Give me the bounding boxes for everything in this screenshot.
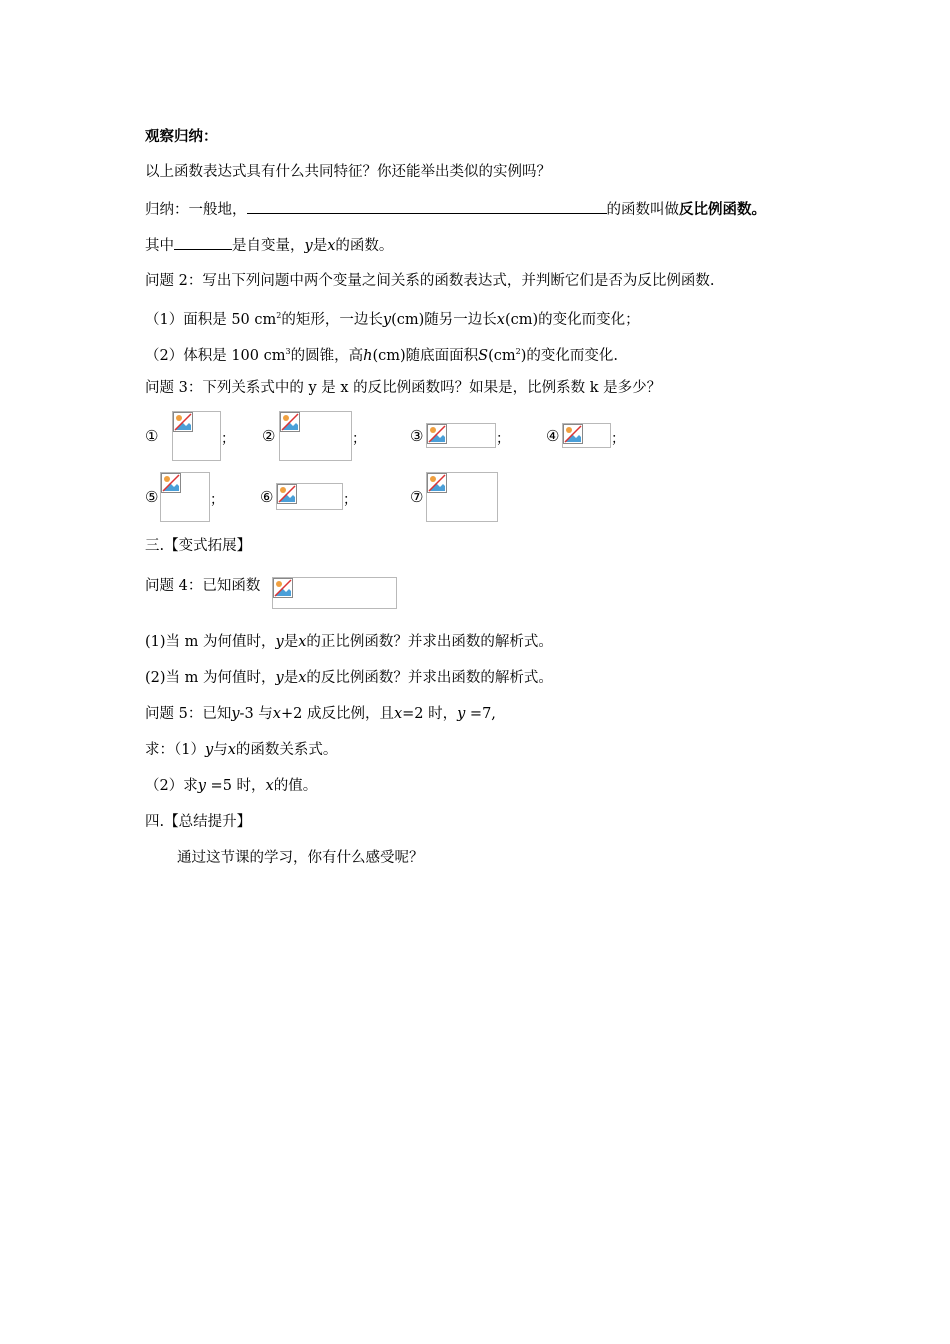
semicolon: ； xyxy=(221,431,235,447)
semicolon: ； xyxy=(343,492,357,508)
semicolon: ； xyxy=(352,431,366,447)
question-4: 问题 4：已知函数 xyxy=(145,578,261,594)
induction-line: 归纳：一般地， 的函数叫做反比例函数。 xyxy=(145,199,766,220)
formula-image-2 xyxy=(279,411,352,461)
question-4-part-2: (2)当 m 为何值时，y是x的反比例函数？并求出函数的解析式。 xyxy=(145,670,553,686)
question-2: 问题 2：写出下列问题中两个变量之间关系的函数表达式，并判断它们是否为反比例函数. xyxy=(145,273,715,289)
formula-image-3 xyxy=(426,423,496,448)
mark-2: ② xyxy=(262,427,276,445)
formula-image-5 xyxy=(160,472,210,522)
broken-image-icon xyxy=(280,412,300,432)
formula-image-q4 xyxy=(272,577,397,609)
heading-observe: 观察归纳： xyxy=(145,129,218,145)
question-5: 问题 5：已知y-3 与x+2 成反比例，且x=2 时，y =7, xyxy=(145,706,496,722)
question-2-part-2: （2）体积是 100 $cm^3$的圆锥，高h(cm)随底面面积$S(cm^2)$的变化而变化. xyxy=(145,347,618,364)
mark-3: ③ xyxy=(410,427,424,445)
question-5-part-1: 求：（1）y与x的函数关系式。 xyxy=(145,742,338,758)
broken-image-icon xyxy=(563,424,583,444)
question-4-part-1: (1)当 m 为何值时，y是x的正比例函数？并求出函数的解析式。 xyxy=(145,634,553,650)
mark-4: ④ xyxy=(546,427,560,445)
formula-image-6 xyxy=(276,483,343,510)
broken-image-icon xyxy=(427,424,447,444)
semicolon: ； xyxy=(496,431,510,447)
question-2-part-1: （1）面积是 50 $cm^2$的矩形，一边长y(cm)随另一边长x(cm)的变化而变化； xyxy=(145,311,640,328)
broken-image-icon xyxy=(277,484,297,504)
mark-7: ⑦ xyxy=(410,488,424,506)
formula-image-7 xyxy=(426,472,498,522)
broken-image-icon xyxy=(173,412,193,432)
question-3: 问题 3：下列关系式中的 y 是 x 的反比例函数吗？如果是，比例系数 k 是多少？ xyxy=(145,380,662,396)
mark-5: ⑤ xyxy=(145,488,159,506)
summary-question: 通过这节课的学习，你有什么感受呢？ xyxy=(177,850,424,866)
semicolon: ； xyxy=(210,492,224,508)
semicolon: ； xyxy=(611,431,625,447)
broken-image-icon xyxy=(273,578,293,598)
fill-blank-variable[interactable] xyxy=(174,235,232,250)
fill-blank-definition[interactable] xyxy=(247,199,607,214)
formula-image-4 xyxy=(562,423,611,448)
section-4-heading: 四.【总结提升】 xyxy=(145,814,252,830)
broken-image-icon xyxy=(161,473,181,493)
question-5-part-2: （2）求y =5 时，x的值。 xyxy=(145,778,318,794)
where-line: 其中 是自变量，y是x的函数。 xyxy=(145,235,393,256)
formula-image-1 xyxy=(172,411,221,461)
section-3-heading: 三.【变式拓展】 xyxy=(145,538,252,554)
broken-image-icon xyxy=(427,473,447,493)
mark-6: ⑥ xyxy=(260,488,274,506)
mark-1: ① xyxy=(145,427,159,445)
question-common-features: 以上函数表达式具有什么共同特征？你还能举出类似的实例吗？ xyxy=(145,164,551,180)
